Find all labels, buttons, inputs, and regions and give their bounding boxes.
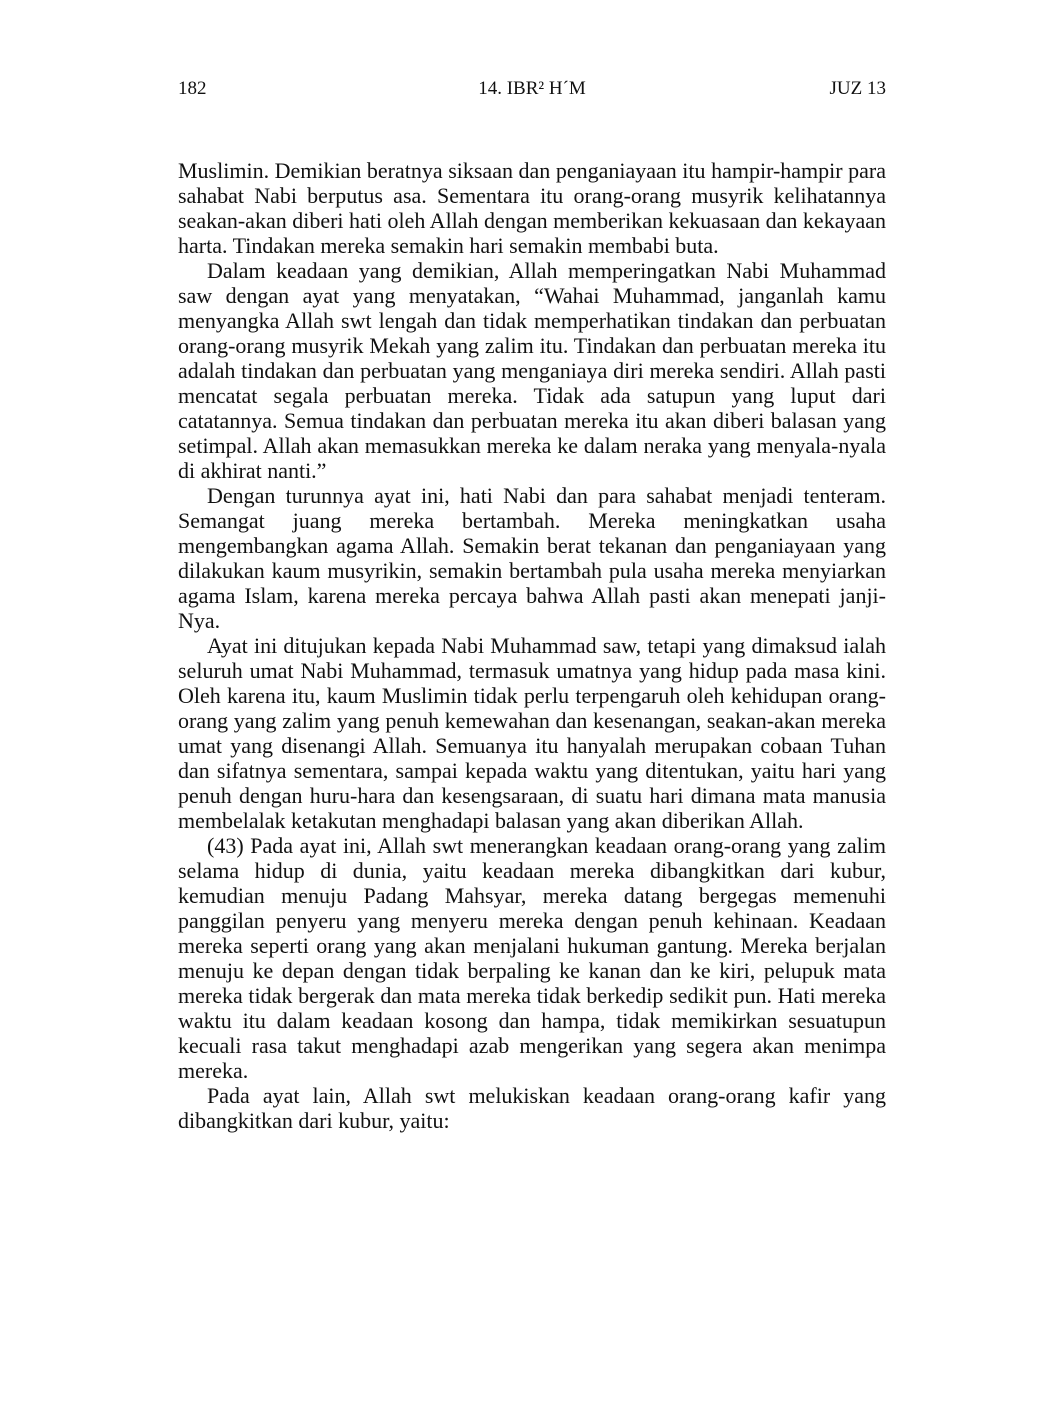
running-header	[178, 76, 886, 102]
paragraph: Dengan turunnya ayat ini, hati Nabi dan para sahabat menjadi tenteram. Semangat juang mereka bertambah. Mereka meningkatkan usaha mengembangkan agama Allah. Semakin berat tekanan dan penganiayaan yang dilakukan kaum musyrikin, semakin bertambah pula usaha mereka menyiarkan agama Islam, karena mereka percaya bahwa Allah pasti akan menepati janji-Nya.	[178, 483, 886, 633]
juz-label: JUZ 13	[829, 78, 886, 99]
paragraph: Ayat ini ditujukan kepada Nabi Muhammad saw, tetapi yang dimaksud ialah seluruh umat Nabi Muhammad, termasuk umatnya yang hidup pada masa kini. Oleh karena itu, kaum Muslimin tidak perlu terpengaruh oleh kehidupan orang-orang yang zalim yang penuh kemewahan dan kesenangan, seakan-akan mereka umat yang disenangi Allah. Semuanya itu hanyalah merupakan cobaan Tuhan dan sifatnya sementara, sampai kepada waktu yang ditentukan, yaitu hari yang penuh dengan huru-hara dan kesengsaraan, di suatu hari dimana mata manusia membelalak ketakutan menghadapi balasan yang akan diberikan Allah.	[178, 633, 886, 833]
chapter-title: 14. IBR² H´M	[478, 78, 586, 99]
paragraph: Pada ayat lain, Allah swt melukiskan keadaan orang-orang kafir yang dibangkitkan dari kubur, yaitu:	[178, 1083, 886, 1133]
paragraph: Muslimin. Demikian beratnya siksaan dan penganiayaan itu hampir-hampir para sahabat Nabi berputus asa. Sementara itu orang-orang musyrik kelihatannya seakan-akan diberi hati oleh Allah dengan memberikan kekuasaan dan kekayaan harta. Tindakan mereka semakin hari semakin membabi buta.	[178, 158, 886, 258]
paragraph: (43) Pada ayat ini, Allah swt menerangkan keadaan orang-orang yang zalim selama hidup di dunia, yaitu keadaan mereka dibangkitkan dari kubur, kemudian menuju Padang Mahsyar, mereka datang bergegas memenuhi panggilan penyeru yang menyeru mereka dengan penuh kehinaan. Keadaan mereka seperti orang yang akan menjalani hukuman gantung. Mereka berjalan menuju ke depan dengan tidak berpaling ke kanan dan ke kiri, pelupuk mata mereka tidak bergerak dan mata mereka tidak berkedip sedikit pun. Hati mereka waktu itu dalam keadaan kosong dan hampa, tidak memikirkan sesuatupun kecuali rasa takut menghadapi azab mengerikan yang segera akan menimpa mereka.	[178, 833, 886, 1083]
paragraph: Dalam keadaan yang demikian, Allah memperingatkan Nabi Muhammad saw dengan ayat yang menyatakan, “Wahai Muhammad, janganlah kamu menyangka Allah swt lengah dan tidak memperhatikan tindakan dan perbuatan orang-orang musyrik Mekah yang zalim itu. Tindakan dan perbuatan mereka itu adalah tindakan dan perbuatan yang menganiaya diri mereka sendiri. Allah pasti mencatat segala perbuatan mereka. Tidak ada satupun yang luput dari catatannya. Semua tindakan dan perbuatan mereka itu akan diberi balasan yang setimpal. Allah akan memasukkan mereka ke dalam neraka yang menyala-nyala di akhirat nanti.”	[178, 258, 886, 483]
page-number: 182	[178, 78, 207, 99]
body-text	[178, 158, 886, 1133]
